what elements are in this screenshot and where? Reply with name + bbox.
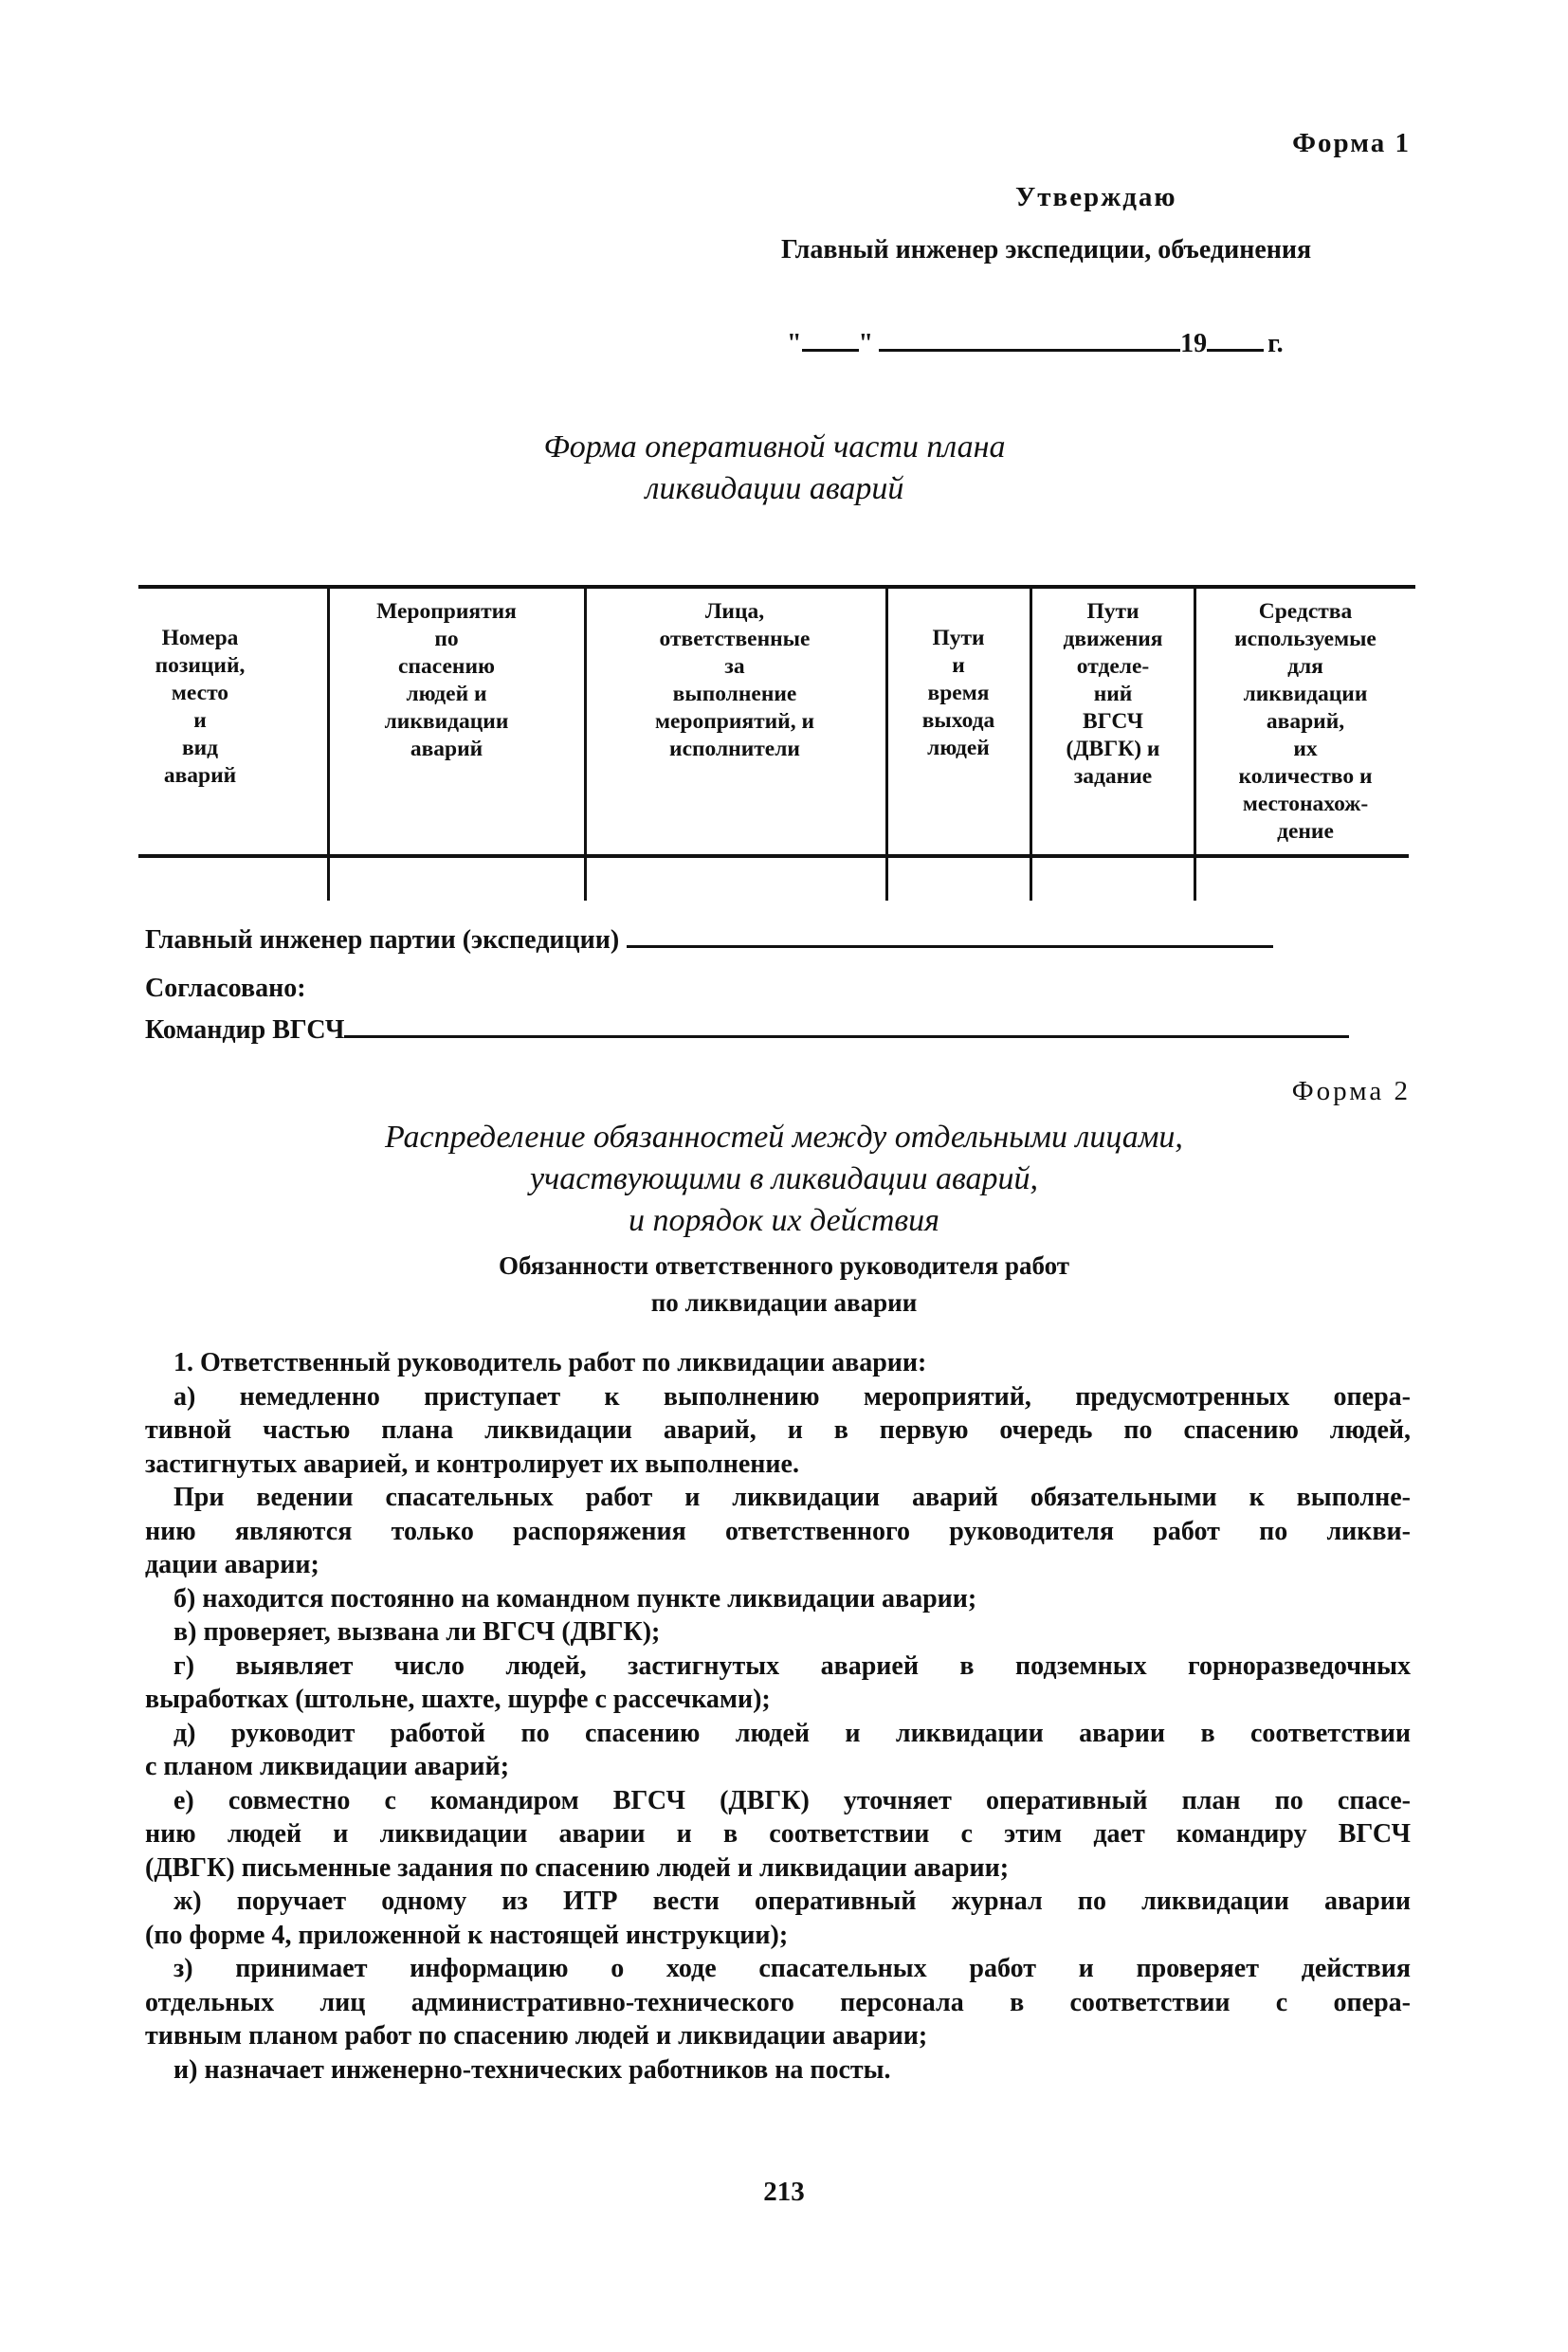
header-line: Лица,: [704, 599, 765, 624]
chief-signature-label: Главный инженер партии (экспедиции): [145, 925, 620, 955]
paragraph-line: ж) поручает одному из ИТР вести оперативный журнал по ликвидации аварии: [173, 1887, 1411, 1916]
paragraph-line: застигнутых аварией, и контролирует их выполнение.: [145, 1449, 799, 1479]
duties-text: [145, 1346, 1411, 2087]
paragraph-line: г) выявляет число людей, застигнутых аварией в подземных горноразведочных: [173, 1650, 1411, 1681]
year-blank[interactable]: [1207, 328, 1264, 352]
header-line: для: [1287, 654, 1323, 679]
paragraph-line: тивным планом работ по спасению людей и ликвидации аварии;: [145, 2021, 928, 2051]
year-prefix: 19: [1180, 329, 1208, 358]
paragraph-line: а) немедленно приступает к выполнению мероприятий, предусмотренных опера-: [173, 1381, 1411, 1412]
header-line: количество и: [1238, 764, 1373, 789]
duty-paragraph: [145, 1784, 1411, 1886]
form1-title: [0, 427, 1568, 510]
header-line: мероприятий, и: [654, 709, 815, 734]
quote-close: ": [858, 329, 874, 358]
commander-signature-line: [145, 1014, 1349, 1046]
header-line: исполнители: [669, 737, 800, 761]
form2-title-line: участвующими в ликвидации аварий,: [529, 1161, 1039, 1196]
header-line: по: [434, 627, 459, 651]
column-header-exit-routes: [888, 625, 1029, 762]
header-line: Мероприятия: [376, 599, 517, 624]
paragraph-line: в) проверяет, вызвана ли ВГСЧ (ДВГК);: [173, 1617, 661, 1647]
header-line: местонахож-: [1242, 792, 1369, 816]
header-line: время: [927, 681, 990, 705]
paragraph-line: 1. Ответственный руководитель работ по ликвидации аварии:: [173, 1348, 927, 1377]
form2-subtitle-line: Обязанности ответственного руководителя работ: [498, 1251, 1070, 1280]
paragraph-line: (по форме 4, приложенной к настоящей инструкции);: [145, 1920, 789, 1950]
form1-title-line: ликвидации аварий: [645, 471, 904, 506]
header-line: аварий: [410, 737, 483, 761]
header-line: движения: [1063, 627, 1163, 651]
header-line: выхода: [921, 708, 995, 733]
header-line: аварий,: [1266, 709, 1345, 734]
header-line: Номера: [161, 626, 239, 650]
header-line: аварий: [163, 763, 237, 788]
form1-title-line: Форма оперативной части плана: [543, 429, 1006, 465]
header-line: задание: [1073, 764, 1153, 789]
paragraph-line: отдельных лиц административно-технического персонала в соответствии с опера-: [145, 1987, 1411, 2017]
paragraph-line: При ведении спасательных работ и ликвидации аварий обязательными к выполне-: [173, 1483, 1411, 1512]
header-line: вид: [181, 736, 219, 760]
column-header-means: [1196, 598, 1414, 846]
duty-paragraph: [145, 1885, 1411, 1952]
paragraph-line: дации аварии;: [145, 1550, 319, 1579]
table-top-rule: [138, 585, 1415, 589]
header-line: отделе-: [1076, 654, 1150, 679]
header-line: (ДВГК) и: [1066, 737, 1160, 761]
form2-subtitle-line: по ликвидации аварии: [650, 1288, 918, 1317]
duty-paragraph: [145, 1380, 1411, 1482]
header-line: за: [724, 654, 745, 679]
header-line: и: [193, 708, 207, 733]
duty-paragraph: [145, 1717, 1411, 1784]
approve-label: Утверждаю: [1015, 182, 1177, 212]
column-header-positions: [138, 625, 262, 790]
paragraph-line: нию людей и ликвидации аварии и в соответствии с этим дает командиру ВГСЧ: [145, 1819, 1411, 1849]
header-line: спасению: [398, 654, 495, 679]
header-line: и: [952, 653, 965, 678]
column-header-rescue-routes: [1032, 598, 1194, 791]
day-blank[interactable]: [802, 328, 859, 352]
header-line: ответственные: [659, 627, 811, 651]
header-line: людей: [927, 736, 990, 760]
header-line: ний: [1093, 682, 1133, 706]
header-line: позиций,: [155, 653, 246, 678]
header-line: выполнение: [672, 682, 797, 706]
header-line: Пути: [1086, 599, 1140, 624]
header-line: Средства: [1258, 599, 1353, 624]
chief-signature-line: [145, 924, 1273, 956]
commander-signature-blank[interactable]: [344, 1014, 1349, 1038]
header-line: место: [171, 681, 229, 705]
duty-paragraph: [145, 1346, 1411, 1380]
approval-date-line: [787, 328, 1284, 359]
form2-title-line: Распределение обязанностей между отдельными лицами,: [385, 1120, 1183, 1155]
form2-title: [0, 1117, 1568, 1242]
paragraph-line: е) совместно с командиром ВГСЧ (ДВГК) уточняет оперативный план по спасе-: [173, 1785, 1411, 1815]
header-line: людей и: [406, 682, 487, 706]
page-number: 213: [763, 2177, 805, 2207]
year-suffix: г.: [1267, 329, 1284, 358]
paragraph-line: з) принимает информацию о ходе спасательных работ и проверяет действия: [173, 1954, 1411, 1983]
duty-paragraph: [145, 2053, 1411, 2088]
duty-paragraph: [145, 1481, 1411, 1582]
operational-plan-table: [138, 585, 1415, 901]
duty-paragraph: [145, 1650, 1411, 1717]
duty-paragraph: [145, 1582, 1411, 1616]
paragraph-line: нию являются только распоряжения ответственного руководителя работ по ликви-: [145, 1516, 1411, 1546]
paragraph-line: и) назначает инженерно-технических работников на посты.: [173, 2054, 891, 2085]
paragraph-line: (ДВГК) письменные задания по спасению людей и ликвидации аварии;: [145, 1852, 1010, 1883]
approver-title: Главный инженер экспедиции, объединения: [781, 235, 1312, 264]
form2-label: Форма 2: [1291, 1076, 1411, 1106]
form1-label: Форма 1: [1292, 128, 1411, 158]
paragraph-line: тивной частью плана ликвидации аварий, и в первую очередь по спасению людей,: [145, 1415, 1411, 1445]
commander-signature-label: Командир ВГСЧ: [145, 1015, 345, 1045]
header-line: Пути: [932, 626, 985, 650]
header-line: ликвидации: [384, 709, 509, 734]
form2-subtitle: [0, 1248, 1568, 1322]
form2-title-line: и порядок их действия: [629, 1203, 939, 1238]
header-line: ликвидации: [1243, 682, 1368, 706]
duty-paragraph: [145, 1952, 1411, 2053]
paragraph-line: б) находится постоянно на командном пункте ликвидации аварии;: [173, 1583, 977, 1614]
paragraph-line: выработках (штольне, шахте, шурфе с рассечками);: [145, 1685, 771, 1714]
paragraph-line: д) руководит работой по спасению людей и ликвидации аварии в соответствии: [173, 1718, 1411, 1748]
header-line: их: [1293, 737, 1318, 761]
header-line: дение: [1277, 819, 1334, 844]
column-header-responsible: [587, 598, 883, 763]
header-line: ВГСЧ: [1083, 709, 1143, 734]
duty-paragraph: [145, 1615, 1411, 1650]
chief-signature-blank[interactable]: [627, 924, 1273, 948]
month-blank[interactable]: [879, 328, 1180, 352]
header-line: используемые: [1234, 627, 1377, 651]
quote-open: ": [787, 329, 802, 358]
agreed-label: Согласовано:: [145, 974, 306, 1003]
column-header-measures: [328, 598, 565, 763]
paragraph-line: с планом ликвидации аварий;: [145, 1752, 510, 1781]
